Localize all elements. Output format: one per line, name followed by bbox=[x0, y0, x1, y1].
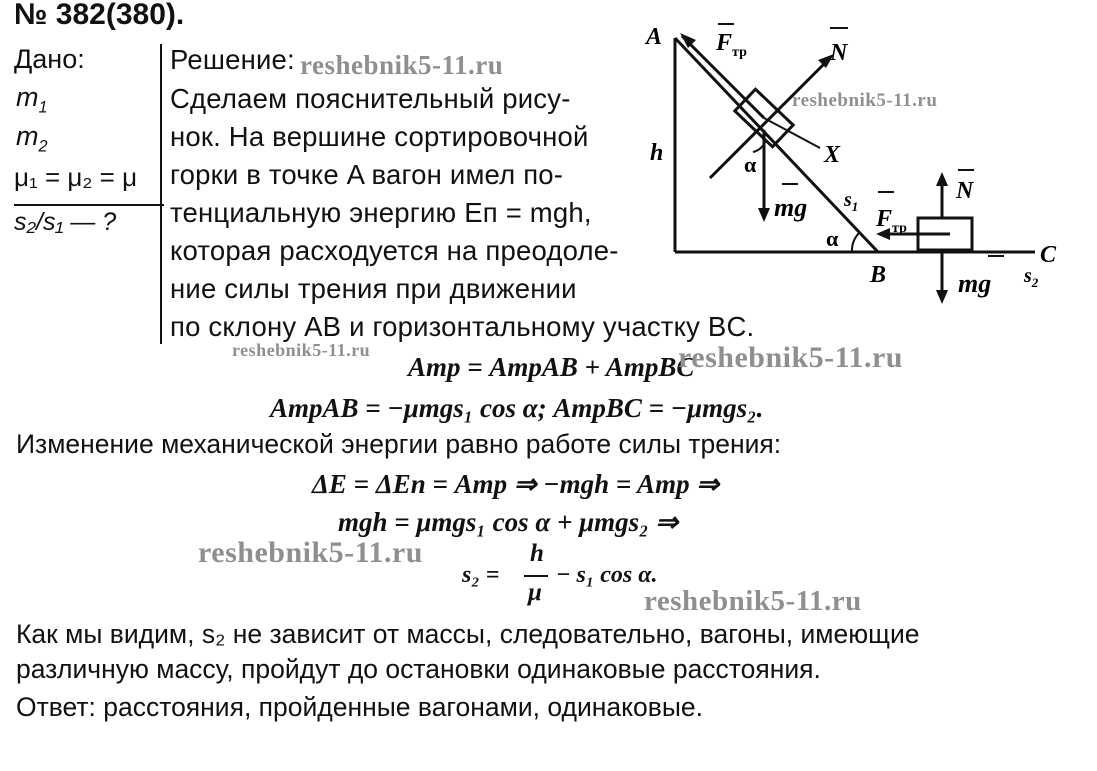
equation-mgh: mgh = μmgs₁ cos α + μmgs₂ ⇒ bbox=[338, 507, 678, 537]
label-s2: $s_2$ bbox=[1024, 265, 1039, 290]
equation-friction-work: Aтр = AтрAB + AтрBC bbox=[408, 352, 695, 382]
conclusion-line-2: различную массу, пройдут до остановки одинаковые расстояния. bbox=[16, 654, 821, 684]
given-divider-horizontal bbox=[14, 204, 164, 206]
label-friction-horizontal: $F_{тр}$ bbox=[876, 206, 907, 236]
watermark: reshebnik5-11.ru bbox=[232, 340, 371, 360]
watermark: reshebnik5-11.ru bbox=[198, 536, 423, 569]
equation-work-parts: AтрAB = −μmgs₁ cos α; AтрBC = −μmgs₂. bbox=[270, 393, 764, 423]
fraction-bar bbox=[524, 575, 548, 577]
label-normal-horizontal: N bbox=[956, 178, 974, 204]
solution-line-7: по склону AB и горизонтальному участку BC. bbox=[170, 311, 755, 342]
answer-line: Ответ: расстояния, пройденные вагонами, одинаковые. bbox=[16, 692, 704, 722]
equation-s2-left: s₂ = bbox=[462, 562, 500, 588]
label-normal-slope: N bbox=[830, 40, 848, 66]
label-friction-slope: $F_{тр}$ bbox=[716, 30, 747, 60]
slope-diagram bbox=[640, 20, 1080, 320]
label-gravity-horizontal: mg bbox=[958, 269, 992, 298]
label-point-b: B bbox=[870, 262, 887, 288]
label-point-c: C bbox=[1040, 242, 1057, 268]
given-m1: $m_1$ bbox=[16, 82, 48, 117]
watermark: reshebnik5-11.ru bbox=[792, 90, 938, 111]
solution-line-1: Сделаем пояснительный рису- bbox=[170, 83, 571, 114]
fraction-denominator: μ bbox=[528, 579, 542, 606]
solution-line-3: горки в точке A вагон имел по- bbox=[170, 159, 564, 190]
label-height: h bbox=[650, 140, 664, 166]
label-s1: $s_1$ bbox=[844, 189, 859, 214]
normal-arrow-slope bbox=[710, 58, 830, 178]
conclusion-line-1: Как мы видим, s₂ не зависит от массы, следовательно, вагоны, имеющие bbox=[16, 619, 920, 649]
solution-line-6: ние силы трения при движении bbox=[170, 273, 577, 304]
problem-title: № 382(380). bbox=[14, 0, 185, 31]
fraction-numerator: h bbox=[530, 540, 544, 567]
given-find: s₂/s₁ — ? bbox=[14, 208, 117, 236]
label-point-a: A bbox=[646, 24, 663, 50]
given-m2: $m_2$ bbox=[16, 121, 48, 156]
angle-arc-b bbox=[852, 232, 860, 252]
solution-line-2: нок. На вершине сортировочной bbox=[170, 121, 589, 152]
equation-energy: ΔE = ΔEп = Aтр ⇒ −mgh = Aтр ⇒ bbox=[312, 469, 719, 499]
given-divider-vertical bbox=[160, 44, 162, 344]
given-header: Дано: bbox=[14, 44, 85, 74]
label-angle-b: α bbox=[826, 226, 839, 251]
solution-header: Решение: bbox=[170, 44, 295, 75]
label-angle-slope: α bbox=[744, 152, 757, 177]
watermark: reshebnik5-11.ru bbox=[678, 341, 903, 374]
watermark: reshebnik5-11.ru bbox=[300, 50, 504, 80]
energy-sentence: Изменение механической энергии равно работе силы трения: bbox=[16, 429, 782, 459]
solution-line-5: которая расходуется на преодоле- bbox=[170, 235, 619, 266]
label-x-axis: X bbox=[824, 142, 841, 168]
solution-line-4: тенциальную энергию Eп = mgh, bbox=[170, 197, 592, 228]
label-gravity-slope: mg bbox=[774, 193, 808, 222]
watermark: reshebnik5-11.ru bbox=[644, 585, 862, 617]
given-mu: μ₁ = μ₂ = μ bbox=[14, 162, 138, 192]
equation-s2-right: − s₁ cos α. bbox=[556, 562, 658, 588]
